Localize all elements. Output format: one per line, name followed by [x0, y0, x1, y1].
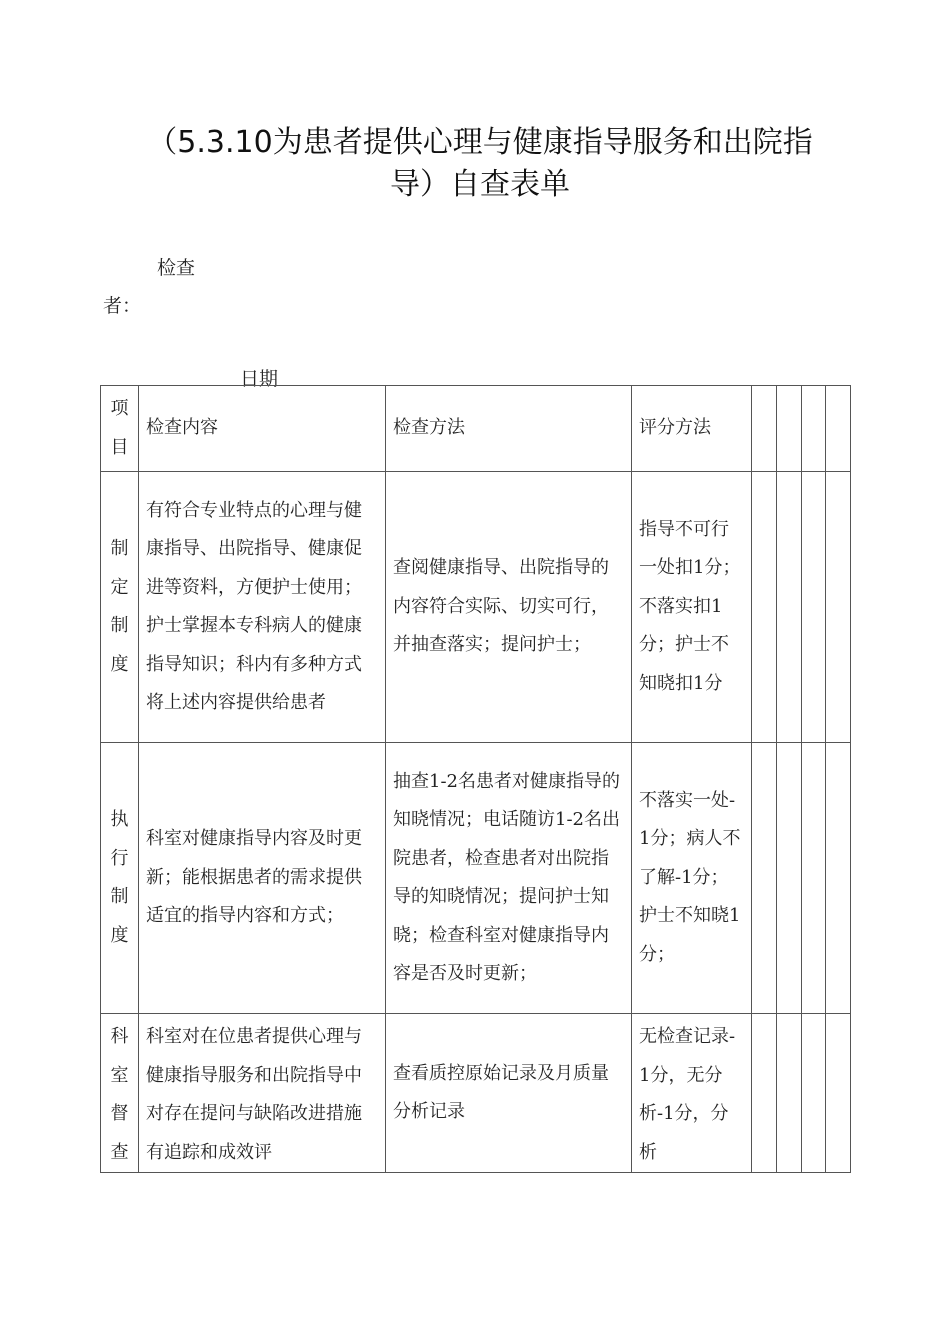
header-scoring: 评分方法 [632, 386, 752, 472]
row-item: 制定制度 [101, 472, 139, 743]
row-method: 查阅健康指导、出院指导的内容符合实际、切实可行，并抽查落实；提问护士； [386, 472, 632, 743]
score-cell[interactable] [777, 472, 802, 743]
score-cell[interactable] [777, 1014, 802, 1173]
row-item [101, 1014, 139, 1173]
row-content: 科室对健康指导内容及时更新；能根据患者的需求提供适宜的指导内容和方式； [139, 743, 386, 1014]
score-cell[interactable] [777, 386, 802, 472]
page-title-line-2: 导）自查表单 [390, 167, 570, 202]
page-title [130, 122, 830, 206]
score-cell[interactable] [802, 1014, 826, 1173]
inspector-label-part2: 者： [103, 295, 142, 317]
table-row [101, 472, 851, 743]
row-method-text: 查看质控原始记录及月质量分析记录 [393, 1062, 609, 1122]
row-scoring [632, 1014, 752, 1173]
table-header-row [101, 386, 851, 472]
score-cell[interactable] [802, 472, 826, 743]
header-item: 项目 [101, 386, 139, 472]
table-row [101, 1014, 851, 1173]
row-content [139, 1014, 386, 1173]
score-cell[interactable] [826, 386, 851, 472]
row-item-text: 科室督查 [110, 1026, 129, 1163]
score-cell[interactable] [752, 472, 777, 743]
inspector-label-part1: 检查 [157, 257, 196, 279]
row-method [386, 1014, 632, 1173]
row-scoring-text: 无检查记录-1分，无分析-1分，分析 [639, 1026, 736, 1163]
row-method: 抽查1-2名患者对健康指导的知晓情况；电话随访1-2名出院患者，检查患者对出院指导的知晓情况；提问护士知晓；检查科室对健康指导内容是否及时更新； [386, 743, 632, 1014]
row-content-text: 科室对在位患者提供心理与健康指导服务和出院指导中对存在提问与缺陷改进措施有追踪和成效评 [146, 1026, 362, 1163]
header-method: 检查方法 [386, 386, 632, 472]
score-cell[interactable] [752, 386, 777, 472]
score-cell[interactable] [777, 743, 802, 1014]
score-cell[interactable] [752, 743, 777, 1014]
row-content: 有符合专业特点的心理与健康指导、出院指导、健康促进等资料，方便护士使用；护士掌握本专科病人的健康指导知识；科内有多种方式将上述内容提供给患者 [139, 472, 386, 743]
row-item: 执行制度 [101, 743, 139, 1014]
page-title-line-1: （5.3.10为患者提供心理与健康指导服务和出院指 [147, 125, 813, 160]
score-cell[interactable] [802, 386, 826, 472]
table-row [101, 743, 851, 1014]
date-label: 日期 [240, 368, 279, 390]
score-cell[interactable] [826, 472, 851, 743]
score-cell[interactable] [802, 743, 826, 1014]
score-cell[interactable] [752, 1014, 777, 1173]
score-cell[interactable] [826, 1014, 851, 1173]
row-scoring: 不落实一处-1分；病人不了解-1分；护士不知晓1分； [632, 743, 752, 1014]
self-check-table [100, 385, 851, 1173]
row-scoring: 指导不可行一处扣1分；不落实扣1分；护士不知晓扣1分 [632, 472, 752, 743]
score-cell[interactable] [826, 743, 851, 1014]
header-content: 检查内容 [139, 386, 386, 472]
